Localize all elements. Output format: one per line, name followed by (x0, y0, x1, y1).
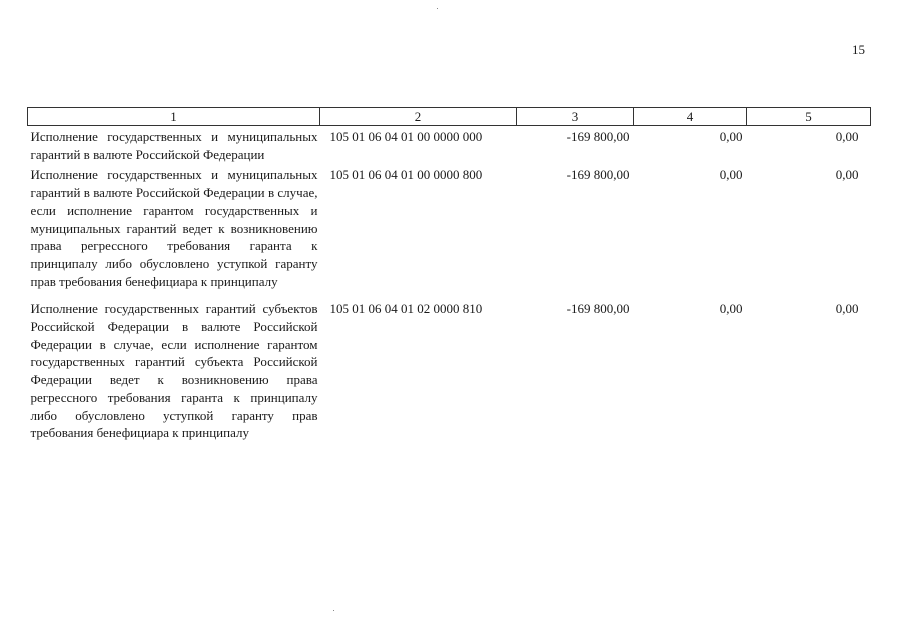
row-name: Исполнение государственных и муниципальных гарантий в валюте Российской Федерации (30, 129, 318, 162)
row-value-3: -169 800,00 (566, 129, 630, 144)
row-value-5: 0,00 (835, 301, 859, 317)
table-row (28, 163, 871, 290)
header-col-4: 4 (634, 108, 747, 126)
row-value-5: 0,00 (835, 129, 859, 144)
scan-speck (333, 610, 334, 611)
row-code: 105 01 06 04 01 00 0000 800 (329, 167, 483, 183)
row-value-4: 0,00 (719, 167, 743, 183)
table-body (28, 126, 871, 442)
page-number: 15 (852, 42, 865, 57)
row-code: 105 01 06 04 01 02 0000 810 (329, 301, 483, 317)
row-value-5: 0,00 (835, 167, 859, 183)
row-value-3: -169 800,00 (566, 167, 630, 183)
table-row (28, 290, 871, 442)
row-value-4: 0,00 (719, 129, 743, 144)
header-col-3: 3 (517, 108, 634, 126)
scan-speck (437, 8, 438, 9)
row-value-3: -169 800,00 (566, 301, 630, 317)
header-col-1: 1 (28, 108, 320, 126)
table-row (28, 126, 871, 164)
row-value-4: 0,00 (719, 301, 743, 317)
row-name: Исполнение государственных и муниципальных гарантий в валюте Российской Федерации в случае, если исполнение гарантом государственных и муниципальных гарантий ведет к возникновению права регрессного требования гаранта к принципалу либо обусловлено уступкой гаранту прав требования бенефициара к принципалу (30, 167, 318, 289)
budget-table (27, 107, 871, 442)
table-header (28, 108, 871, 126)
row-name: Исполнение государственных гарантий субъектов Российской Федерации в валюте Российской Федерации в случае, если исполнение гарантом государственных гарантий субъекта Российской Федерации ведет к возникновению права регрессного требования гаранта к принципалу либо обусловлено уступкой гаранту прав требования бенефициара к принципалу (30, 301, 318, 441)
header-col-2: 2 (320, 108, 517, 126)
row-code: 105 01 06 04 01 00 0000 000 (329, 129, 483, 144)
header-row (28, 108, 871, 126)
header-col-5: 5 (747, 108, 871, 126)
